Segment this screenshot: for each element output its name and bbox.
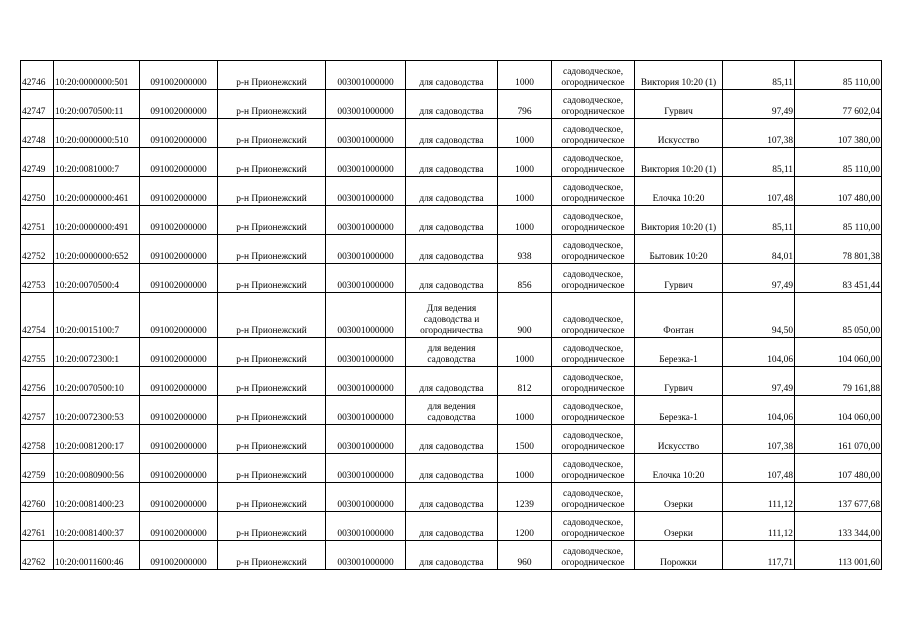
land-category-cell bbox=[552, 483, 635, 512]
cadastral-value-cell: 104 060,00 bbox=[795, 338, 882, 367]
okato-cell: 003001000000 bbox=[326, 90, 406, 119]
cadastral-number: 10:20:0011600:46 bbox=[54, 541, 140, 570]
settlement-name-cell: Гурвич bbox=[635, 90, 723, 119]
permitted-use-cell-line: для садоводства bbox=[419, 281, 484, 291]
okato-cell: 003001000000 bbox=[326, 119, 406, 148]
table-row bbox=[21, 293, 882, 338]
permitted-use-cell bbox=[406, 177, 498, 206]
permitted-use-cell-line: для садоводства bbox=[419, 107, 484, 117]
permitted-use-cell bbox=[406, 264, 498, 293]
cadastral-number: 10:20:0070500:10 bbox=[54, 367, 140, 396]
district-cell: р-н Прионежский bbox=[218, 61, 326, 90]
permitted-use-cell bbox=[406, 293, 498, 338]
land-category-cell-line: огородническое bbox=[561, 500, 625, 510]
land-category-cell-line: огородническое bbox=[561, 326, 625, 336]
cadastral-value-cell: 113 001,60 bbox=[795, 541, 882, 570]
table-row bbox=[21, 483, 882, 512]
cadastral-number: 10:20:0015100:7 bbox=[54, 293, 140, 338]
table-row bbox=[21, 512, 882, 541]
cadastral-value-cell: 83 451,44 bbox=[795, 264, 882, 293]
land-category-cell-line: садоводческое, bbox=[562, 489, 624, 499]
land-category-cell-line: огородническое bbox=[561, 384, 625, 394]
permitted-use-cell-line: для ведения bbox=[427, 344, 476, 354]
land-category-cell bbox=[552, 512, 635, 541]
district-cell: р-н Прионежский bbox=[218, 293, 326, 338]
row-number: 42753 bbox=[21, 264, 54, 293]
settlement-name-cell: Искусство bbox=[635, 425, 723, 454]
code-cell: 091002000000 bbox=[140, 454, 218, 483]
land-category-cell-line: садоводческое, bbox=[562, 315, 624, 325]
code-cell: 091002000000 bbox=[140, 367, 218, 396]
area-cell: 1000 bbox=[498, 148, 552, 177]
table-row bbox=[21, 367, 882, 396]
permitted-use-cell bbox=[406, 338, 498, 367]
area-cell: 1000 bbox=[498, 61, 552, 90]
permitted-use-cell-line: садоводства и bbox=[423, 315, 480, 325]
permitted-use-cell-line: для садоводства bbox=[419, 223, 484, 233]
okato-cell: 003001000000 bbox=[326, 264, 406, 293]
land-category-cell-line: садоводческое, bbox=[562, 212, 624, 222]
land-category-cell-line: огородническое bbox=[561, 442, 625, 452]
district-cell: р-н Прионежский bbox=[218, 483, 326, 512]
cadastral-number: 10:20:0000000:501 bbox=[54, 61, 140, 90]
unit-value-cell: 107,48 bbox=[723, 454, 795, 483]
permitted-use-cell-line: для садоводства bbox=[419, 78, 484, 88]
cadastral-value-cell: 107 480,00 bbox=[795, 177, 882, 206]
cadastral-number: 10:20:0000000:510 bbox=[54, 119, 140, 148]
land-category-cell-line: огородническое bbox=[561, 471, 625, 481]
district-cell: р-н Прионежский bbox=[218, 367, 326, 396]
row-number: 42758 bbox=[21, 425, 54, 454]
table-row bbox=[21, 61, 882, 90]
land-category-cell-line: садоводческое, bbox=[562, 183, 624, 193]
cadastral-number: 10:20:0072300:1 bbox=[54, 338, 140, 367]
okato-cell: 003001000000 bbox=[326, 293, 406, 338]
permitted-use-cell bbox=[406, 512, 498, 541]
row-number: 42756 bbox=[21, 367, 54, 396]
cadastral-number: 10:20:0081000:7 bbox=[54, 148, 140, 177]
permitted-use-cell bbox=[406, 235, 498, 264]
unit-value-cell: 97,49 bbox=[723, 90, 795, 119]
permitted-use-cell-line: огородничества bbox=[420, 326, 483, 336]
row-number: 42762 bbox=[21, 541, 54, 570]
land-category-cell-line: садоводческое, bbox=[562, 373, 624, 383]
cadastral-value-cell: 137 677,68 bbox=[795, 483, 882, 512]
permitted-use-cell-line: для садоводства bbox=[419, 500, 484, 510]
cadastral-value-cell: 107 480,00 bbox=[795, 454, 882, 483]
land-category-cell-line: садоводческое, bbox=[562, 344, 624, 354]
land-category-cell-line: садоводческое, bbox=[562, 431, 624, 441]
area-cell: 938 bbox=[498, 235, 552, 264]
row-number: 42760 bbox=[21, 483, 54, 512]
permitted-use-cell bbox=[406, 454, 498, 483]
unit-value-cell: 85,11 bbox=[723, 148, 795, 177]
row-number: 42750 bbox=[21, 177, 54, 206]
cadastral-value-cell: 85 110,00 bbox=[795, 148, 882, 177]
permitted-use-cell bbox=[406, 90, 498, 119]
district-cell: р-н Прионежский bbox=[218, 119, 326, 148]
table-body bbox=[21, 61, 882, 570]
area-cell: 1000 bbox=[498, 119, 552, 148]
cadastral-number: 10:20:0070500:4 bbox=[54, 264, 140, 293]
cadastral-value-cell: 85 110,00 bbox=[795, 61, 882, 90]
code-cell: 091002000000 bbox=[140, 293, 218, 338]
unit-value-cell: 104,06 bbox=[723, 338, 795, 367]
land-category-cell-line: огородническое bbox=[561, 136, 625, 146]
row-number: 42757 bbox=[21, 396, 54, 425]
unit-value-cell: 111,12 bbox=[723, 512, 795, 541]
land-category-cell-line: садоводческое, bbox=[562, 67, 624, 77]
land-category-cell bbox=[552, 177, 635, 206]
settlement-name-cell: Виктория 10:20 (1) bbox=[635, 61, 723, 90]
code-cell: 091002000000 bbox=[140, 541, 218, 570]
cadastral-number: 10:20:0081400:23 bbox=[54, 483, 140, 512]
unit-value-cell: 107,48 bbox=[723, 177, 795, 206]
land-category-cell-line: огородническое bbox=[561, 107, 625, 117]
okato-cell: 003001000000 bbox=[326, 148, 406, 177]
unit-value-cell: 117,71 bbox=[723, 541, 795, 570]
settlement-name-cell: Виктория 10:20 (1) bbox=[635, 206, 723, 235]
permitted-use-cell bbox=[406, 425, 498, 454]
land-category-cell-line: огородническое bbox=[561, 281, 625, 291]
unit-value-cell: 85,11 bbox=[723, 206, 795, 235]
row-number: 42749 bbox=[21, 148, 54, 177]
row-number: 42748 bbox=[21, 119, 54, 148]
land-category-cell-line: огородническое bbox=[561, 252, 625, 262]
land-category-cell-line: садоводческое, bbox=[562, 460, 624, 470]
okato-cell: 003001000000 bbox=[326, 206, 406, 235]
area-cell: 1000 bbox=[498, 454, 552, 483]
district-cell: р-н Прионежский bbox=[218, 235, 326, 264]
area-cell: 1200 bbox=[498, 512, 552, 541]
row-number: 42746 bbox=[21, 61, 54, 90]
table-row bbox=[21, 119, 882, 148]
table-row bbox=[21, 148, 882, 177]
land-category-cell bbox=[552, 367, 635, 396]
cadastral-number: 10:20:0070500:11 bbox=[54, 90, 140, 119]
cadastral-number: 10:20:0000000:652 bbox=[54, 235, 140, 264]
settlement-name-cell: Виктория 10:20 (1) bbox=[635, 148, 723, 177]
code-cell: 091002000000 bbox=[140, 61, 218, 90]
cadastral-value-cell: 78 801,38 bbox=[795, 235, 882, 264]
settlement-name-cell: Березка-1 bbox=[635, 396, 723, 425]
okato-cell: 003001000000 bbox=[326, 483, 406, 512]
settlement-name-cell: Елочка 10:20 bbox=[635, 177, 723, 206]
table-row bbox=[21, 177, 882, 206]
cadastral-value-cell: 133 344,00 bbox=[795, 512, 882, 541]
row-number: 42751 bbox=[21, 206, 54, 235]
okato-cell: 003001000000 bbox=[326, 338, 406, 367]
permitted-use-cell-line: Для ведения bbox=[426, 304, 477, 314]
unit-value-cell: 104,06 bbox=[723, 396, 795, 425]
settlement-name-cell: Гурвич bbox=[635, 264, 723, 293]
unit-value-cell: 97,49 bbox=[723, 367, 795, 396]
unit-value-cell: 85,11 bbox=[723, 61, 795, 90]
permitted-use-cell-line: для садоводства bbox=[419, 165, 484, 175]
district-cell: р-н Прионежский bbox=[218, 264, 326, 293]
land-category-cell bbox=[552, 61, 635, 90]
district-cell: р-н Прионежский bbox=[218, 338, 326, 367]
land-category-cell-line: огородническое bbox=[561, 223, 625, 233]
district-cell: р-н Прионежский bbox=[218, 206, 326, 235]
settlement-name-cell: Озерки bbox=[635, 483, 723, 512]
okato-cell: 003001000000 bbox=[326, 512, 406, 541]
permitted-use-cell-line: для ведения bbox=[427, 402, 476, 412]
row-number: 42747 bbox=[21, 90, 54, 119]
permitted-use-cell bbox=[406, 396, 498, 425]
land-category-cell-line: огородническое bbox=[561, 413, 625, 423]
land-category-cell-line: садоводческое, bbox=[562, 125, 624, 135]
permitted-use-cell bbox=[406, 483, 498, 512]
table-row bbox=[21, 90, 882, 119]
land-category-cell bbox=[552, 119, 635, 148]
settlement-name-cell: Искусство bbox=[635, 119, 723, 148]
land-category-cell bbox=[552, 425, 635, 454]
table-row bbox=[21, 264, 882, 293]
okato-cell: 003001000000 bbox=[326, 541, 406, 570]
land-category-cell-line: садоводческое, bbox=[562, 402, 624, 412]
code-cell: 091002000000 bbox=[140, 90, 218, 119]
okato-cell: 003001000000 bbox=[326, 396, 406, 425]
land-category-cell-line: огородническое bbox=[561, 355, 625, 365]
district-cell: р-н Прионежский bbox=[218, 425, 326, 454]
permitted-use-cell-line: для садоводства bbox=[419, 384, 484, 394]
unit-value-cell: 107,38 bbox=[723, 119, 795, 148]
cadastral-number: 10:20:0081200:17 bbox=[54, 425, 140, 454]
land-category-cell-line: садоводческое, bbox=[562, 154, 624, 164]
land-category-cell bbox=[552, 293, 635, 338]
area-cell: 796 bbox=[498, 90, 552, 119]
unit-value-cell: 111,12 bbox=[723, 483, 795, 512]
district-cell: р-н Прионежский bbox=[218, 148, 326, 177]
land-category-cell-line: огородническое bbox=[561, 194, 625, 204]
permitted-use-cell-line: для садоводства bbox=[419, 471, 484, 481]
area-cell: 812 bbox=[498, 367, 552, 396]
code-cell: 091002000000 bbox=[140, 338, 218, 367]
code-cell: 091002000000 bbox=[140, 425, 218, 454]
district-cell: р-н Прионежский bbox=[218, 396, 326, 425]
area-cell: 900 bbox=[498, 293, 552, 338]
okato-cell: 003001000000 bbox=[326, 235, 406, 264]
land-category-cell bbox=[552, 454, 635, 483]
table-row bbox=[21, 338, 882, 367]
cadastral-value-cell: 161 070,00 bbox=[795, 425, 882, 454]
settlement-name-cell: Березка-1 bbox=[635, 338, 723, 367]
area-cell: 1000 bbox=[498, 396, 552, 425]
cadastral-number: 10:20:0081400:37 bbox=[54, 512, 140, 541]
code-cell: 091002000000 bbox=[140, 512, 218, 541]
code-cell: 091002000000 bbox=[140, 119, 218, 148]
settlement-name-cell: Озерки bbox=[635, 512, 723, 541]
land-category-cell bbox=[552, 541, 635, 570]
table-row bbox=[21, 235, 882, 264]
cadastral-number: 10:20:0072300:53 bbox=[54, 396, 140, 425]
cadastral-value-cell: 77 602,04 bbox=[795, 90, 882, 119]
land-category-cell-line: садоводческое, bbox=[562, 96, 624, 106]
okato-cell: 003001000000 bbox=[326, 177, 406, 206]
permitted-use-cell-line: для садоводства bbox=[419, 252, 484, 262]
row-number: 42759 bbox=[21, 454, 54, 483]
area-cell: 856 bbox=[498, 264, 552, 293]
area-cell: 1000 bbox=[498, 338, 552, 367]
settlement-name-cell: Гурвич bbox=[635, 367, 723, 396]
permitted-use-cell bbox=[406, 367, 498, 396]
cadastral-number: 10:20:0000000:461 bbox=[54, 177, 140, 206]
district-cell: р-н Прионежский bbox=[218, 541, 326, 570]
land-category-cell bbox=[552, 148, 635, 177]
code-cell: 091002000000 bbox=[140, 396, 218, 425]
land-category-cell-line: садоводческое, bbox=[562, 270, 624, 280]
land-category-cell bbox=[552, 235, 635, 264]
code-cell: 091002000000 bbox=[140, 264, 218, 293]
permitted-use-cell-line: для садоводства bbox=[419, 529, 484, 539]
permitted-use-cell bbox=[406, 541, 498, 570]
permitted-use-cell-line: для садоводства bbox=[419, 442, 484, 452]
unit-value-cell: 84,01 bbox=[723, 235, 795, 264]
cadastral-value-cell: 85 050,00 bbox=[795, 293, 882, 338]
land-category-cell-line: садоводческое, bbox=[562, 241, 624, 251]
district-cell: р-н Прионежский bbox=[218, 90, 326, 119]
district-cell: р-н Прионежский bbox=[218, 512, 326, 541]
settlement-name-cell: Порожки bbox=[635, 541, 723, 570]
okato-cell: 003001000000 bbox=[326, 367, 406, 396]
area-cell: 1500 bbox=[498, 425, 552, 454]
row-number: 42755 bbox=[21, 338, 54, 367]
permitted-use-cell-line: садоводства bbox=[427, 413, 476, 423]
permitted-use-cell-line: для садоводства bbox=[419, 136, 484, 146]
code-cell: 091002000000 bbox=[140, 177, 218, 206]
row-number: 42754 bbox=[21, 293, 54, 338]
land-category-cell-line: огородническое bbox=[561, 78, 625, 88]
permitted-use-cell bbox=[406, 148, 498, 177]
cadastral-value-cell: 85 110,00 bbox=[795, 206, 882, 235]
land-category-cell bbox=[552, 264, 635, 293]
okato-cell: 003001000000 bbox=[326, 425, 406, 454]
district-cell: р-н Прионежский bbox=[218, 177, 326, 206]
row-number: 42761 bbox=[21, 512, 54, 541]
table-row bbox=[21, 541, 882, 570]
settlement-name-cell: Фонтан bbox=[635, 293, 723, 338]
unit-value-cell: 97,49 bbox=[723, 264, 795, 293]
land-category-cell-line: садоводческое, bbox=[562, 518, 624, 528]
land-category-cell bbox=[552, 90, 635, 119]
table-row bbox=[21, 454, 882, 483]
land-category-cell-line: садоводческое, bbox=[562, 547, 624, 557]
code-cell: 091002000000 bbox=[140, 206, 218, 235]
land-category-cell-line: огородническое bbox=[561, 529, 625, 539]
row-number: 42752 bbox=[21, 235, 54, 264]
cadastral-value-cell: 104 060,00 bbox=[795, 396, 882, 425]
district-cell: р-н Прионежский bbox=[218, 454, 326, 483]
code-cell: 091002000000 bbox=[140, 148, 218, 177]
permitted-use-cell bbox=[406, 206, 498, 235]
permitted-use-cell bbox=[406, 61, 498, 90]
land-category-cell bbox=[552, 206, 635, 235]
unit-value-cell: 94,50 bbox=[723, 293, 795, 338]
land-category-cell bbox=[552, 338, 635, 367]
area-cell: 1000 bbox=[498, 206, 552, 235]
area-cell: 960 bbox=[498, 541, 552, 570]
cadastral-value-cell: 79 161,88 bbox=[795, 367, 882, 396]
settlement-name-cell: Бытовик 10:20 bbox=[635, 235, 723, 264]
unit-value-cell: 107,38 bbox=[723, 425, 795, 454]
code-cell: 091002000000 bbox=[140, 235, 218, 264]
settlement-name-cell: Елочка 10:20 bbox=[635, 454, 723, 483]
okato-cell: 003001000000 bbox=[326, 61, 406, 90]
permitted-use-cell-line: для садоводства bbox=[419, 194, 484, 204]
table-row bbox=[21, 206, 882, 235]
table-row bbox=[21, 396, 882, 425]
code-cell: 091002000000 bbox=[140, 483, 218, 512]
land-category-cell-line: огородническое bbox=[561, 165, 625, 175]
cadastral-value-cell: 107 380,00 bbox=[795, 119, 882, 148]
area-cell: 1000 bbox=[498, 177, 552, 206]
cadastral-value-table bbox=[20, 60, 882, 570]
area-cell: 1239 bbox=[498, 483, 552, 512]
cadastral-number: 10:20:0080900:56 bbox=[54, 454, 140, 483]
permitted-use-cell-line: для садоводства bbox=[419, 558, 484, 568]
okato-cell: 003001000000 bbox=[326, 454, 406, 483]
table-row bbox=[21, 425, 882, 454]
land-category-cell-line: огородническое bbox=[561, 558, 625, 568]
cadastral-number: 10:20:0000000:491 bbox=[54, 206, 140, 235]
permitted-use-cell bbox=[406, 119, 498, 148]
land-category-cell bbox=[552, 396, 635, 425]
permitted-use-cell-line: садоводства bbox=[427, 355, 476, 365]
